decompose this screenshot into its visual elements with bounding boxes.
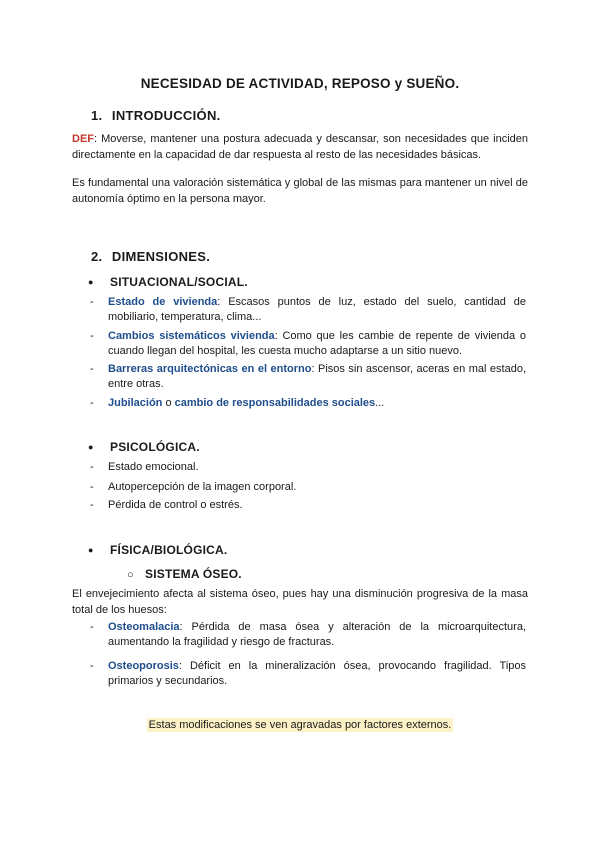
fisica-heading-text: FÍSICA/BIOLÓGICA. xyxy=(110,543,228,557)
item-text: : Como que les cambie de repente de vivienda o cuando llegan del hospital, les cuesta mucho adaptarse a un sitio nuevo. xyxy=(108,330,526,357)
dash-icon: - xyxy=(90,481,94,493)
sistema-oseo-heading xyxy=(127,567,242,581)
dash-icon: - xyxy=(90,363,94,375)
definition-paragraph xyxy=(72,132,528,163)
list-item xyxy=(90,659,526,689)
fisica-heading xyxy=(88,543,227,557)
dash-icon: - xyxy=(90,461,94,473)
dimensions-number: 2. xyxy=(91,249,103,264)
item-text: : Pérdida de masa ósea y alteración de la microarquitectura, aumentando la fragilidad y riesgo de fracturas. xyxy=(108,621,526,648)
item-term: Cambios sistemáticos vivienda xyxy=(108,330,275,342)
item-text: : Escasos puntos de luz, estado del suelo, cantidad de mobiliario, temperatura, clima... xyxy=(108,296,526,323)
dash-icon: - xyxy=(90,397,94,409)
circle-bullet-icon: ○ xyxy=(127,569,134,581)
item-term: Osteoporosis xyxy=(108,660,179,672)
psicologica-heading xyxy=(88,440,200,454)
dash-icon: - xyxy=(90,621,94,633)
bullet-icon: ● xyxy=(88,545,94,555)
list-item xyxy=(90,498,526,513)
dash-icon: - xyxy=(90,499,94,511)
dash-icon: - xyxy=(90,296,94,308)
list-item xyxy=(90,480,526,495)
highlighted-note: Estas modificaciones se ven agravadas por factores externos. xyxy=(148,719,452,731)
def-label: DEF xyxy=(72,133,94,145)
item-term: Estado de vivienda xyxy=(108,296,218,308)
bullet-icon: ● xyxy=(88,442,94,452)
dash-icon: - xyxy=(90,660,94,672)
item-term: Barreras arquitectónicas en el entorno xyxy=(108,363,312,375)
intro-heading xyxy=(91,108,221,123)
intro-number: 1. xyxy=(91,108,103,123)
dash-icon: - xyxy=(90,330,94,342)
item-text: Pérdida de control o estrés. xyxy=(108,499,243,511)
note-line xyxy=(0,718,600,733)
fisica-paragraph: El envejecimiento afecta al sistema óseo, pues hay una disminución progresiva de la masa total de los huesos: xyxy=(72,588,528,616)
list-item xyxy=(90,396,526,411)
item-term: Osteomalacia xyxy=(108,621,180,633)
item-text: : Pisos sin ascensor, aceras en mal estado, entre otras. xyxy=(108,363,526,390)
item-text: Autopercepción de la imagen corporal. xyxy=(108,481,297,493)
list-item xyxy=(90,362,526,392)
def-text: : Moverse, mantener una postura adecuada y descansar, son necesidades que inciden directamente en la capacidad de dar respuesta al resto de las necesidades básicas. xyxy=(72,133,528,161)
document-title: NECESIDAD DE ACTIVIDAD, REPOSO y SUEÑO. xyxy=(140,76,460,91)
item-term: cambio de responsabilidades sociales xyxy=(174,397,376,409)
psicologica-heading-text: PSICOLÓGICA. xyxy=(110,440,200,454)
dimensions-heading-text: DIMENSIONES. xyxy=(111,249,211,264)
list-item xyxy=(90,329,526,359)
list-item xyxy=(90,295,526,325)
situacional-heading xyxy=(88,275,248,289)
list-item xyxy=(90,460,526,475)
list-item xyxy=(90,620,526,650)
item-text: o xyxy=(162,397,175,409)
item-text: : Déficit en la mineralización ósea, provocando fragilidad. Tipos primarios y secundarios. xyxy=(108,660,526,687)
sistema-oseo-heading-text: SISTEMA ÓSEO. xyxy=(145,567,242,581)
bullet-icon: ● xyxy=(88,277,94,287)
intro-paragraph: Es fundamental una valoración sistemática y global de las mismas para mantener un nivel de autonomía óptimo en la persona mayor. xyxy=(72,177,528,205)
item-term: Jubilación xyxy=(108,397,163,409)
item-text: Estado emocional. xyxy=(108,461,199,473)
dimensions-heading xyxy=(91,249,210,264)
situacional-heading-text: SITUACIONAL/SOCIAL. xyxy=(110,275,248,289)
intro-heading-text: INTRODUCCIÓN. xyxy=(111,108,221,123)
item-text: ... xyxy=(375,397,385,409)
